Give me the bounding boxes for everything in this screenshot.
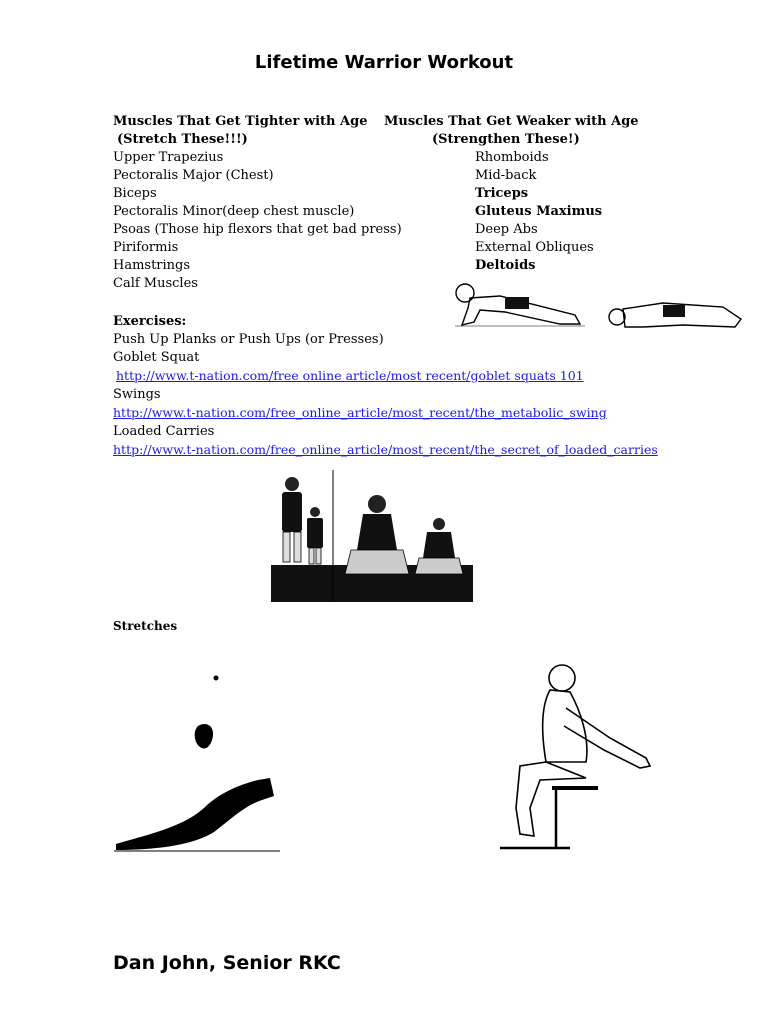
- right-item: Deltoids: [475, 258, 536, 273]
- right-item: Gluteus Maximus: [475, 204, 603, 219]
- left-item: Upper Trapezius: [113, 150, 224, 165]
- left-item: Piriformis: [113, 240, 179, 255]
- stretches-label: Stretches: [113, 619, 178, 633]
- right-item: Rhomboids: [475, 150, 549, 165]
- left-item: Pectoralis Major (Chest): [113, 168, 274, 183]
- goblet-squat-photo: [271, 470, 473, 602]
- left-item: Biceps: [113, 186, 157, 201]
- exercise-loaded-carries: Loaded Carries: [113, 424, 215, 439]
- seated-stretch-illustration: [500, 658, 655, 853]
- right-column-list: [475, 149, 602, 275]
- right-item: Deep Abs: [475, 222, 538, 237]
- right-item: Mid-back: [475, 168, 537, 183]
- author-signature: Dan John, Senior RKC: [113, 952, 341, 974]
- left-item: Pectoralis Minor(deep chest muscle): [113, 204, 355, 219]
- exercise-goblet-squat: Goblet Squat: [113, 350, 200, 365]
- right-column-subheading: (Strengthen These!): [432, 132, 580, 147]
- cobra-stretch-illustration: [112, 668, 282, 858]
- exercise-push-up: Push Up Planks or Push Ups (or Presses): [113, 332, 384, 347]
- left-column-subheading: (Stretch These!!!): [117, 132, 248, 147]
- left-item: Calf Muscles: [113, 276, 198, 291]
- right-item: Triceps: [475, 186, 529, 201]
- left-item: Hamstrings: [113, 258, 191, 273]
- right-item: External Obliques: [475, 240, 594, 255]
- left-item: Psoas (Those hip flexors that get bad press): [113, 222, 402, 237]
- right-column-heading: Muscles That Get Weaker with Age: [384, 114, 639, 129]
- exercises-section: [113, 313, 658, 460]
- left-column: [113, 113, 402, 293]
- swings-link[interactable]: http://www.t-nation.com/free_online_article/most_recent/the_metabolic_swing: [113, 405, 607, 420]
- goblet-squat-link[interactable]: http://www.t-nation.com/free online article/most recent/goblet squats 101: [116, 368, 584, 383]
- left-column-heading: Muscles That Get Tighter with Age: [113, 114, 368, 129]
- page-title: Lifetime Warrior Workout: [254, 52, 514, 73]
- exercise-swings: Swings: [113, 387, 161, 402]
- loaded-carries-link[interactable]: http://www.t-nation.com/free_online_article/most_recent/the_secret_of_loaded_carries: [113, 442, 658, 457]
- exercises-heading: Exercises:: [113, 314, 187, 329]
